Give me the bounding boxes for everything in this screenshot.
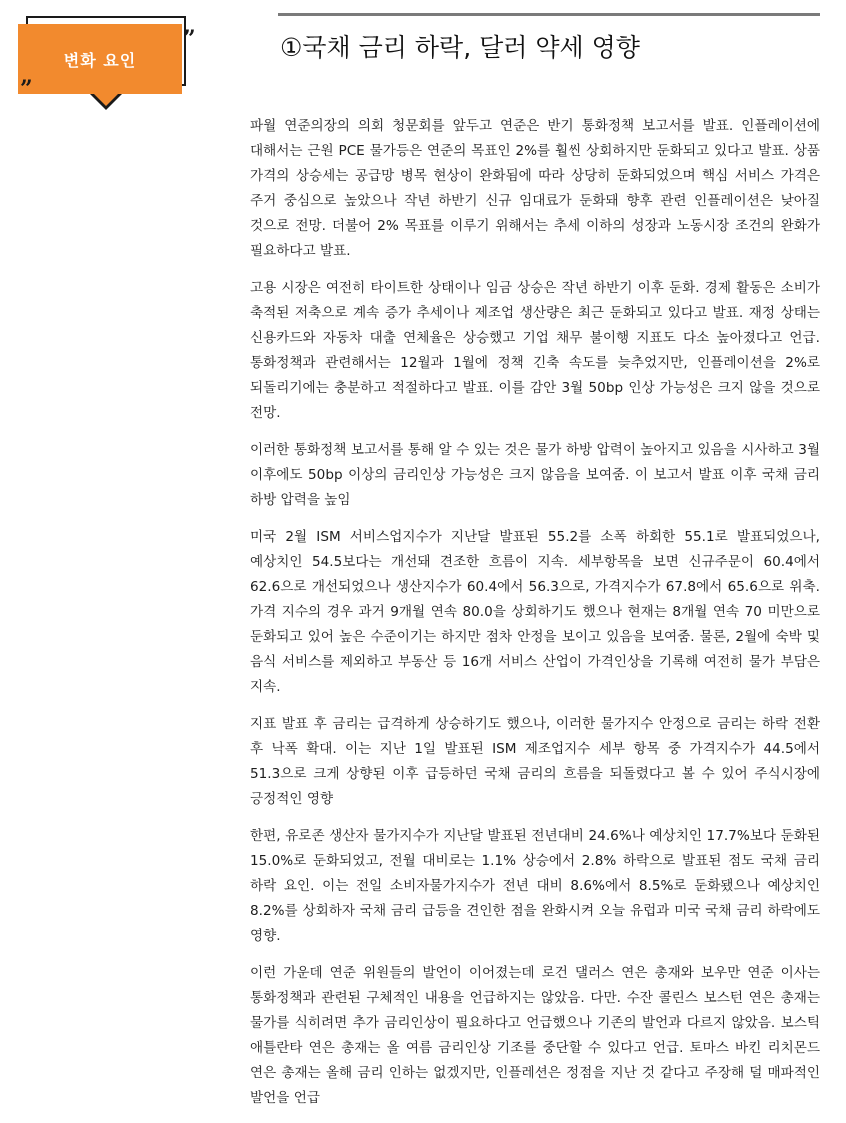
title-rule xyxy=(278,13,820,16)
paragraph: 한편, 유로존 생산자 물가지수가 지난달 발표된 전년대비 24.6%나 예상치인 17.7%보다 둔화된 15.0%로 둔화되었고, 전월 대비로는 1.1% 상승에서 2.8% 하락으로 발표된 점도 국채 금리 하락 요인. 이는 전일 소비자물가지수가 전년 대비 8.6%에서 8.5%로 둔화됐으나 예상치인 8.2%를 상회하자 국채 금리 급등을 견인한 점을 완화시켜 오늘 유럽과 미국 국채 금리 하락에도 영향. xyxy=(250,828,820,944)
paragraph: 파월 연준의장의 의회 청문회를 앞두고 연준은 반기 통화정책 보고서를 발표. 인플레이션에 대해서는 근원 PCE 물가등은 연준의 목표인 2%를 훨씬 상회하지만 둔화되고 있다고 발표. 상품 가격의 상승세는 공급망 병목 현상이 완화됨에 따라 상당히 둔화되었으며 핵심 서비스 가격은 주거 중심으로 높았으나 작년 하반기 신규 임대료가 둔화돼 향후 관련 인플레이션은 낮아질 것으로 전망. 더불어 2% 목표를 이루기 위해서는 추세 이하의 성장과 노동시장 조건의 완화가 필요하다고 발표. xyxy=(250,118,820,259)
badge-label: 변화 요인 xyxy=(18,24,182,94)
section-title: ①국채 금리 하락, 달러 약세 영향 xyxy=(280,33,640,62)
close-quote-icon: ” xyxy=(183,26,196,52)
paragraph: 지표 발표 후 금리는 급격하게 상승하기도 했으나, 이러한 물가지수 안정으로 금리는 하락 전환 후 낙폭 확대. 이는 지난 1일 발표된 ISM 제조업지수 세부 항목 중 가격지수가 44.5에서 51.3으로 크게 상향된 이후 급등하던 국채 금리의 흐름을 되돌렸다고 볼 수 있어 주식시장에 긍정적인 영향 xyxy=(250,716,820,807)
open-quote-icon: ” xyxy=(20,76,33,102)
section-badge xyxy=(18,12,198,116)
paragraph: 고용 시장은 여전히 타이트한 상태이나 임금 상승은 작년 하반기 이후 둔화. 경제 활동은 소비가 축적된 저축으로 계속 증가 추세이나 제조업 생산량은 최근 둔화되고 있다고 발표. 재정 상태는 신용카드와 자동차 대출 연체율은 상승했고 기업 채무 불이행 지표도 다소 높아졌다고 언급. 통화정책과 관련해서는 12월과 1월에 정책 긴축 속도를 늦추었지만, 인플레이션을 2%로 되돌리기에는 충분하고 적절하다고 발표. 이를 감안 3월 50bp 인상 가능성은 크지 않을 것으로 전망. xyxy=(250,280,820,421)
paragraph: 이러한 통화정책 보고서를 통해 알 수 있는 것은 물가 하방 압력이 높아지고 있음을 시사하고 3월 이후에도 50bp 이상의 금리인상 가능성은 크지 않음을 보여줌. 이 보고서 발표 이후 국채 금리 하방 압력을 높임 xyxy=(250,442,820,508)
body-text xyxy=(250,114,820,1123)
badge-tail-fill xyxy=(94,94,118,106)
paragraph: 이런 가운데 연준 위원들의 발언이 이어졌는데 로건 댈러스 연은 총재와 보우만 연준 이사는 통화정책과 관련된 구체적인 내용을 언급하지는 않았음. 다만. 수잔 콜린스 보스턴 연은 총재는 물가를 식히려면 추가 금리인상이 필요하다고 언급했으나 기존의 발언과 다르지 않았음. 보스틱 애틀란타 연은 총재는 올 여름 금리인상 기조를 중단할 수 있다고 언급. 토마스 바킨 리치몬드 연은 총재는 올해 금리 인하는 없겠지만, 인플레션은 정점을 지난 것 같다고 주장해 덜 매파적인 발언을 언급 xyxy=(250,965,820,1106)
paragraph: 미국 2월 ISM 서비스업지수가 지난달 발표된 55.2를 소폭 하회한 55.1로 발표되었으나, 예상치인 54.5보다는 개선돼 견조한 흐름이 지속. 세부항목을 보면 신규주문이 60.4에서 62.6으로 개선되었으나 생산지수가 60.4에서 56.3으로, 가격지수가 67.8에서 65.6으로 위축. 가격 지수의 경우 과거 9개월 연속 80.0을 상회하기도 했으나 현재는 8개월 연속 70 미만으로 둔화되고 있어 높은 수준이기는 하지만 점차 안정을 보이고 있음을 보여줌. 물론, 2월에 숙박 및 음식 서비스를 제외하고 부동산 등 16개 서비스 산업이 가격인상을 기록해 여전히 물가 부담은 지속. xyxy=(250,529,820,695)
